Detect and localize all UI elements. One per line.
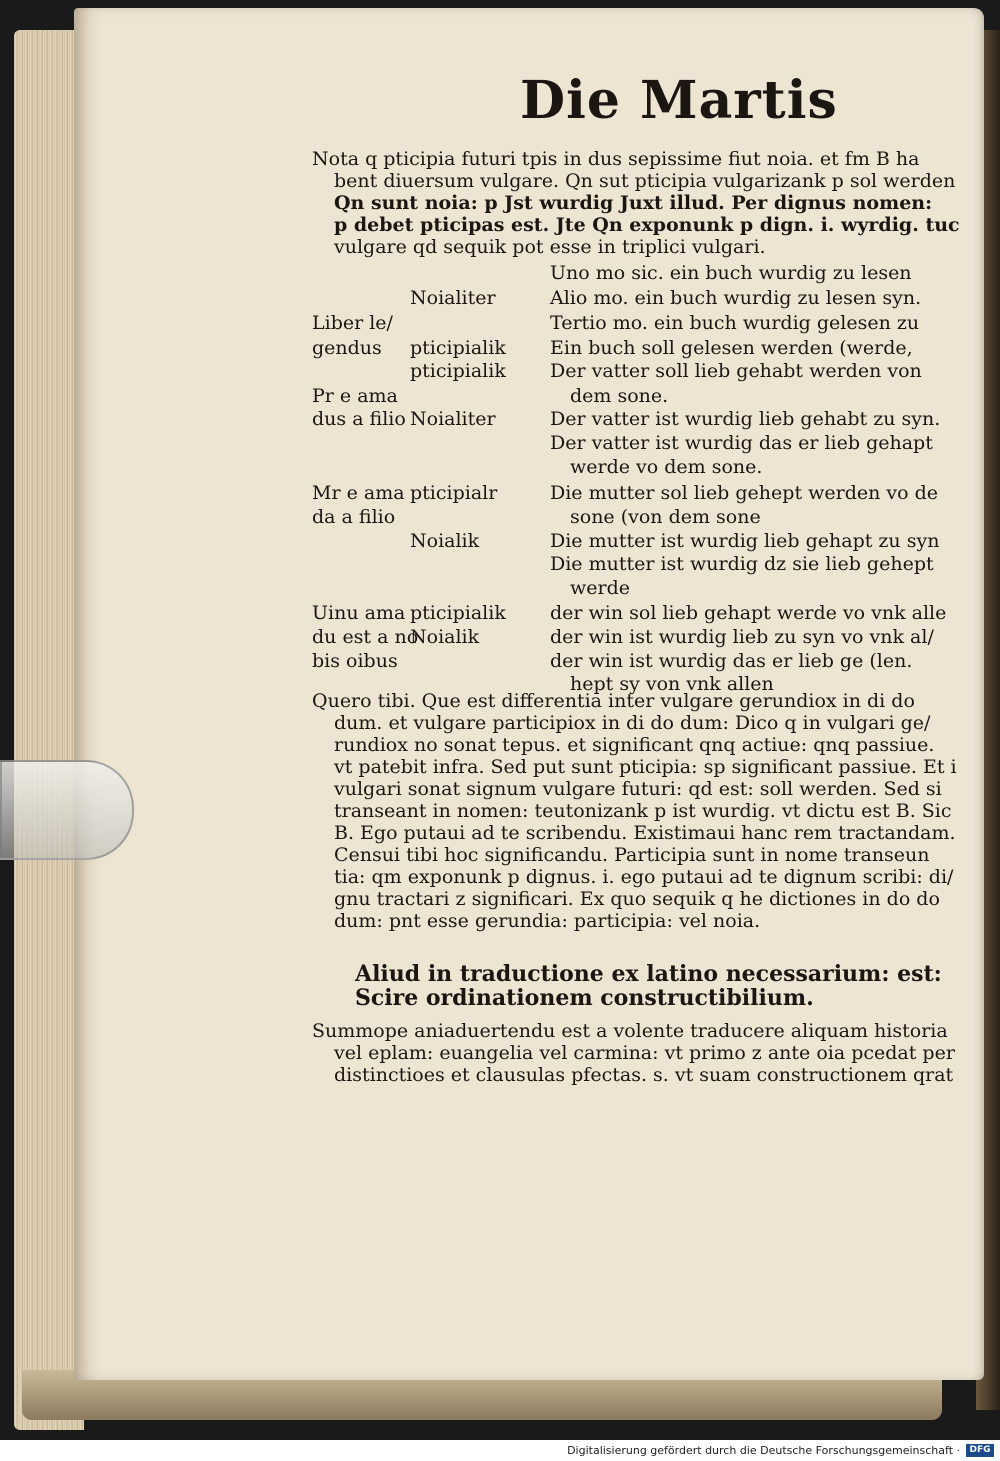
table-cell: pticipialr: [410, 482, 498, 504]
text-line: dum: pnt esse gerundia: participia: vel noia.: [334, 910, 761, 932]
table-cell: der win ist wurdig das er lieb ge (len.: [550, 650, 913, 672]
table-cell: pticipialik: [410, 360, 506, 382]
dfg-logo-icon: DFG: [966, 1444, 994, 1457]
table-cell: Noialik: [410, 626, 480, 648]
table-cell: pticipialik: [410, 337, 506, 359]
paragraph-nota: [312, 148, 960, 258]
text-line: Censui tibi hoc significandu. Participia sunt in nome transeun: [334, 844, 930, 866]
table-cell: Der vatter soll lieb gehabt werden von: [550, 360, 922, 382]
text-line: Qn sunt noia: p Jst wurdig Juxt illud. Per dignus nomen:: [334, 192, 933, 214]
text-line: bent diuersum vulgare. Qn sut pticipia vulgarizank p sol werden: [334, 170, 956, 192]
paragraph-quero: [312, 690, 957, 932]
table-cell: da a filio: [312, 506, 396, 528]
table-cell: Noialik: [410, 530, 480, 552]
table-cell: der win sol lieb gehapt werde vo vnk alle: [550, 602, 947, 624]
text-line: vulgare qd sequik pot esse in triplici vulgari.: [334, 236, 766, 258]
text-line: dum. et vulgare participiox in di do dum: Dico q in vulgari ge/: [334, 712, 931, 734]
table-cell: Liber le/: [312, 312, 393, 334]
text-line: vel eplam: euangelia vel carmina: vt primo z ante oia pcedat per: [334, 1042, 955, 1064]
page-clip: [0, 760, 134, 860]
table-cell: Die mutter ist wurdig dz sie lieb gehept: [550, 553, 934, 575]
table-cell: Uinu ama: [312, 602, 406, 624]
text-line: Summope aniaduertendu est a volente traducere aliquam historia: [312, 1020, 948, 1042]
table-cell: dus a filio: [312, 408, 406, 430]
table-cell: Die mutter sol lieb gehept werden vo de: [550, 482, 939, 504]
text-line: rundiox no sonat tepus. et significant qnq actiue: qnq passiue.: [334, 734, 935, 756]
footer-credit: Digitalisierung gefördert durch die Deutsche Forschungsgemeinschaft ·: [567, 1444, 960, 1457]
table-cell: der win ist wurdig lieb zu syn vo vnk al/: [550, 626, 934, 648]
text-line: transeant in nomen: teutonizank p ist wurdig. vt dictu est B. Sic: [334, 800, 952, 822]
text-line: Nota q pticipia futuri tpis in dus sepissime fiut noia. et fm B ha: [312, 148, 920, 170]
text-line: vt patebit infra. Sed put sunt pticipia: sp significant passiue. Et i: [334, 756, 957, 778]
table-cell: hept sy von vnk allen: [570, 673, 774, 695]
table-cell: Noialiter: [410, 408, 496, 430]
table-cell: pticipialik: [410, 602, 506, 624]
text-line: gnu tractari z significari. Ex quo sequik q he dictiones in do do: [334, 888, 940, 910]
table-cell: werde vo dem sone.: [570, 456, 763, 478]
table-cell: bis oibus: [312, 650, 398, 672]
table-cell: Ein buch soll gelesen werden (werde,: [550, 337, 913, 359]
heading-line: Scire ordinationem constructibilium.: [355, 985, 814, 1011]
heading-line: Aliud in traductione ex latino necessarium: est:: [355, 961, 942, 987]
table-cell: Pr e ama: [312, 385, 398, 407]
table-cell: Uno mo sic. ein buch wurdig zu lesen: [550, 262, 912, 284]
text-line: distinctioes et clausulas pfectas. s. vt suam constructionem qrat: [334, 1064, 954, 1086]
table-cell: Tertio mo. ein buch wurdig gelesen zu: [550, 312, 920, 334]
table-cell: gendus: [312, 337, 382, 359]
text-line: Quero tibi. Que est differentia inter vulgare gerundiox in di do: [312, 690, 915, 712]
table-cell: Noialiter: [410, 287, 496, 309]
table-cell: Der vatter ist wurdig das er lieb gehapt: [550, 432, 933, 454]
table-cell: werde: [570, 577, 630, 599]
section-heading: [355, 962, 942, 1010]
text-line: p debet pticipas est. Jte Qn exponunk p dign. i. wyrdig. tuc: [334, 214, 960, 236]
table-cell: dem sone.: [570, 385, 669, 407]
table-cell: du est a no: [312, 626, 419, 648]
text-line: tia: qm exponunk p dignus. i. ego putaui ad te dignum scribi: di/: [334, 866, 954, 888]
text-line: vulgari sonat signum vulgare futuri: qd est: soll werden. Sed si: [334, 778, 942, 800]
page-title: Die Martis: [520, 70, 838, 131]
table-cell: Alio mo. ein buch wurdig zu lesen syn.: [550, 287, 922, 309]
paragraph-summope: [312, 1020, 955, 1086]
footer-bar: [0, 1440, 1000, 1461]
table-cell: Mr e ama: [312, 482, 405, 504]
table-cell: Die mutter ist wurdig lieb gehapt zu syn: [550, 530, 940, 552]
table-cell: Der vatter ist wurdig lieb gehabt zu syn.: [550, 408, 941, 430]
text-line: B. Ego putaui ad te scribendu. Existimaui hanc rem tractandam.: [334, 822, 956, 844]
table-cell: sone (von dem sone: [570, 506, 761, 528]
